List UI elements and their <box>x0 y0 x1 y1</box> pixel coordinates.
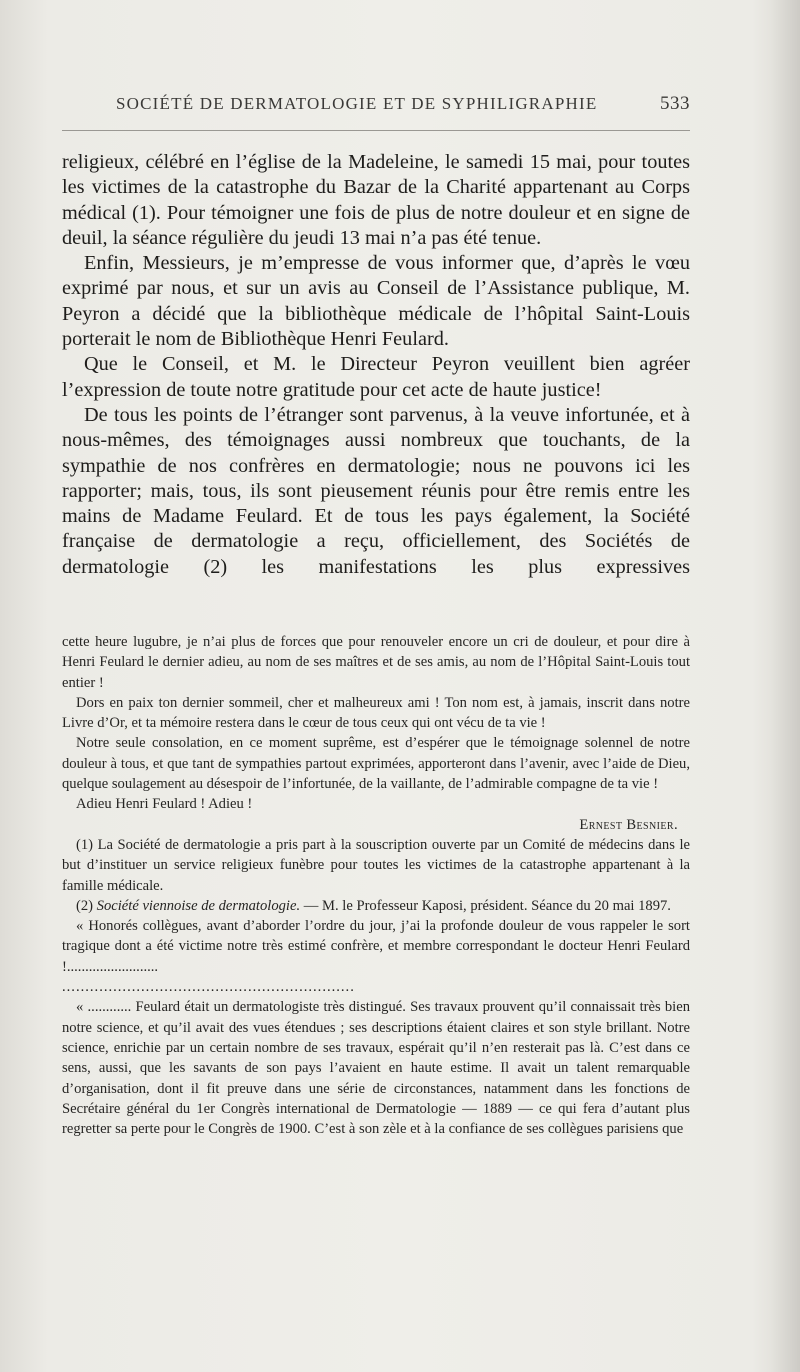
paragraph-2: Enfin, Messieurs, je m’empresse de vous informer que, d’après le vœu exprimé par nous, et sur un avis au Conseil de l’Assistance publique, M. Peyron a décidé que la bibliothèque médicale de l’hôpital Saint-Louis porterait le nom de Bibliothèque Henri Feulard. <box>62 252 690 351</box>
main-text <box>62 150 690 580</box>
paragraph-4: De tous les points de l’étranger sont parvenus, à la veuve infortunée, et à nous-mêmes, des témoignages aussi nombreux que touchants, de la sympathie de nos confrères en dermatologie; nous ne pouvons ici les rapporter; mais, tous, ils sont pieusement réunis pour être remis entre les mains de Madame Feulard. Et de tous les pays également, la Société française de dermatologie a reçu, officiellement, des Sociétés de dermatologie (2) les manifestations les plus expressives <box>62 403 690 578</box>
paragraph-1: religieux, célébré en l’église de la Madeleine, le samedi 15 mai, pour toutes les victimes de la catastrophe du Bazar de la Charité appartenant au Corps médical (1). Pour témoigner une fois de plus de notre douleur et en signe de deuil, la séance régulière du jeudi 13 mai n’a pas été tenue. <box>62 151 690 249</box>
footnote-2-rest: — M. le Professeur Kaposi, président. Séance du 20 mai 1897. <box>300 897 671 914</box>
paragraph-3: Que le Conseil, et M. le Directeur Peyron veuillent bien agréer l’expression de toute notre gratitude pour cet acte de haute justice! <box>62 353 690 401</box>
page-edge-shadow <box>770 0 800 1372</box>
footnotes <box>62 632 690 1139</box>
note-paragraph-1: cette heure lugubre, je n’ai plus de forces que pour renouveler encore un cri de douleur, et pour dire à Henri Feulard le dernier adieu, au nom de ses maîtres et de ses amis, au nom de l’Hôpital Saint-Louis tout entier ! <box>62 634 690 691</box>
running-head: SOCIÉTÉ DE DERMATOLOGIE ET DE SYPHILIGRAPHIE <box>116 94 598 113</box>
header-rule <box>62 130 690 131</box>
page-number: 533 <box>660 93 690 114</box>
footnote-quote-1: « Honorés collègues, avant d’aborder l’ordre du jour, j’ai la profonde douleur de vous rappeler le sort tragique dont a été victime notre très estimé confrère, et membre correspondant le docteur Henri Feulard !......................... <box>62 918 690 975</box>
note-paragraph-3: Notre seule consolation, en ce moment suprême, est d’espérer que le témoignage solennel de notre douleur à tous, et que tant de sympathies partout exprimées, apporteront dans l’avenir, avec l’aide de Dieu, quelque soulagement au désespoir de l’infortunée, de la vaillante, de l’admirable compagne de ta vie ! <box>62 735 690 793</box>
footnote-2 <box>62 896 690 916</box>
footnote-quote-2: « ............ Feulard était un dermatologiste très distingué. Ses travaux prouvent qu’il connaissait très bien notre science, et qu’il avait des vues étendues ; ses descriptions étaient claires et son style brillant. Notre science, enrichie par un certain nombre de ses travaux, espérait qu’il n’en resterait pas là. C’est dans ce sens, aussi, que les savants de son pays l’avaient en haute estime. Il avait un talent remarquable d’organisation, dont il fit preuve dans une série de circonstances, natamment dans les fonctions de Secrétaire général du 1er Congrès international de Dermatologie — 1889 — ce qui fera d’autant plus regretter sa perte pour le Congrès de 1900. C’est à son zèle et à la confiance de ses collègues parisiens que <box>62 999 690 1138</box>
signature: Ernest Besnier. <box>579 816 678 833</box>
footnote-2-title: Société viennoise de dermatologie. <box>96 897 301 914</box>
footnote-2-label: (2) <box>76 897 97 914</box>
note-paragraph-4: Adieu Henri Feulard ! Adieu ! <box>76 796 253 813</box>
footnote-1: (1) La Société de dermatologie a pris part à la souscription ouverte par un Comité de médecins dans le but d’instituer un service religieux funèbre pour toutes les victimes de la catastrophe appartenant à la famille médicale. <box>62 836 690 894</box>
ellipsis-line: ............................................................... <box>62 979 355 996</box>
page-header <box>62 94 690 120</box>
note-paragraph-2: Dors en paix ton dernier sommeil, cher et malheureux ami ! Ton nom est, à jamais, inscrit dans notre Livre d’Or, et ta mémoire restera dans le cœur de tous ceux qui ont vécu de ta vie ! <box>62 694 690 732</box>
